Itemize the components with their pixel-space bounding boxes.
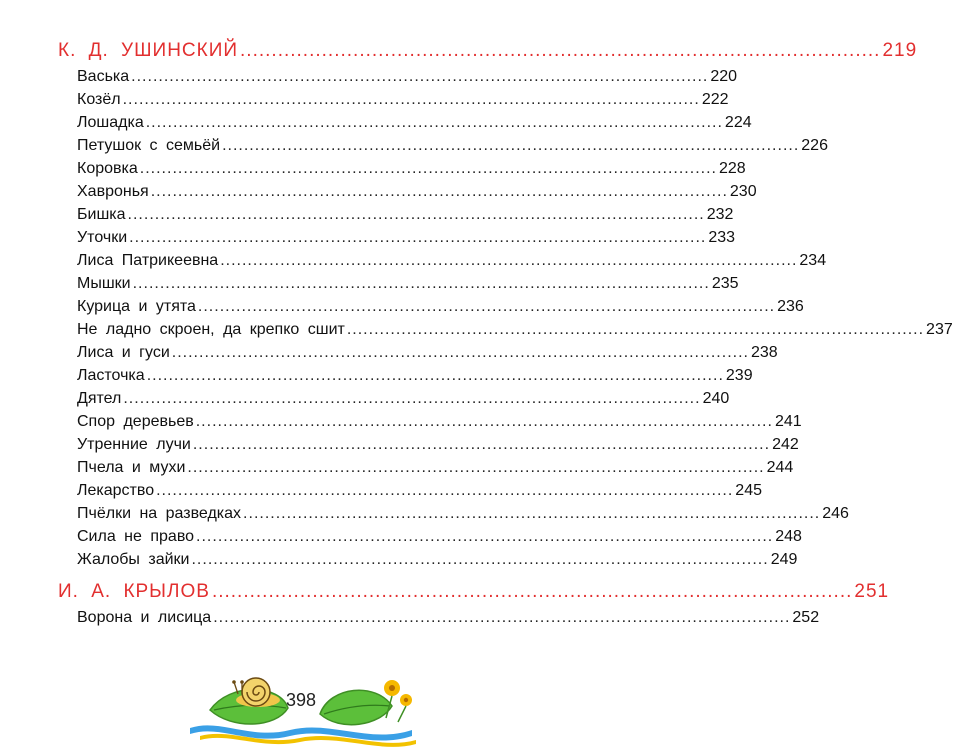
entry-page: 248 (775, 528, 802, 545)
leader-dots: .......................................................................................................... (171, 344, 749, 361)
entry-title: Спор деревьев (77, 413, 194, 430)
toc-entry (77, 229, 736, 247)
leader-dots: .......................................................................................................... (145, 114, 723, 131)
toc-entry (77, 436, 799, 454)
entry-title: Ворона и лисица (77, 609, 212, 626)
leader-dots: .......................................................................................................... (195, 413, 773, 430)
page-number: 398 (286, 690, 317, 710)
entry-title: Хавронья (77, 183, 149, 200)
leader-dots: ...................................................................................................... (211, 581, 853, 602)
entry-page: 224 (724, 114, 752, 131)
toc-entry (77, 528, 802, 546)
toc-entry (77, 206, 734, 224)
entry-page: 220 (710, 68, 738, 85)
entry-page: 240 (702, 390, 730, 407)
author-name: И. А. КРЫЛОВ (58, 581, 210, 602)
entry-title: Лиса и гуси (77, 344, 170, 361)
toc-entry (77, 413, 802, 431)
entry-title: Дятел (77, 390, 122, 407)
entry-title: Уточки (77, 229, 128, 246)
leader-dots: .......................................................................................................... (123, 390, 701, 407)
leader-dots: .......................................................................................................... (146, 367, 724, 384)
entry-title: Лекарство (77, 482, 155, 499)
toc-entry (77, 137, 828, 155)
entry-page: 239 (725, 367, 753, 384)
toc-entry (77, 609, 820, 627)
entry-page: 246 (822, 505, 849, 522)
entry-page: 226 (801, 137, 828, 154)
entry-title: Лиса Патрикеевна (77, 252, 219, 269)
entry-page: 249 (770, 551, 798, 568)
entry-page: 234 (799, 252, 827, 269)
toc-entry (77, 344, 778, 362)
entry-title: Петушок с семьёй (77, 137, 221, 154)
entry-title: Жалобы зайки (77, 551, 190, 568)
toc-author-krylov (58, 581, 890, 603)
toc-entry (77, 68, 738, 86)
entry-page: 238 (750, 344, 778, 361)
entry-title: Курица и утята (77, 298, 196, 315)
entry-title: Васька (77, 68, 130, 85)
entry-page: 222 (701, 91, 729, 108)
entry-title: Бишка (77, 206, 126, 223)
leader-dots: .......................................................................................................... (156, 482, 734, 499)
entry-page: 232 (706, 206, 734, 223)
entry-page: 236 (777, 298, 804, 315)
toc-entry (77, 91, 729, 109)
toc-entry (77, 252, 827, 270)
leader-dots: .......................................................................................................... (222, 137, 800, 154)
leader-dots: .......................................................................................................... (346, 321, 925, 338)
leader-dots: .......................................................................................................... (187, 459, 765, 476)
entry-page: 241 (774, 413, 802, 430)
toc-entry (77, 183, 757, 201)
author-page: 219 (882, 40, 918, 61)
leader-dots: ...................................................................................................... (240, 40, 881, 61)
author-page: 251 (854, 581, 890, 602)
leader-dots: .......................................................................................................... (191, 551, 769, 568)
entry-page: 233 (708, 229, 736, 246)
entry-page: 252 (792, 609, 820, 626)
toc-author-ushinsky (58, 40, 918, 62)
toc-entry (77, 390, 730, 408)
leader-dots: .......................................................................................................... (196, 528, 774, 545)
entry-page: 235 (711, 275, 739, 292)
entry-title: Пчела и мухи (77, 459, 186, 476)
entry-title: Ласточка (77, 367, 145, 384)
entry-title: Коровка (77, 160, 138, 177)
entry-title: Мышки (77, 275, 131, 292)
toc-entry (77, 160, 746, 178)
leader-dots: .......................................................................................................... (220, 252, 798, 269)
entry-page: 230 (729, 183, 757, 200)
leaf-icon (320, 690, 392, 724)
toc-entry (77, 459, 794, 477)
leader-dots: .......................................................................................................... (139, 160, 717, 177)
leader-dots: .......................................................................................................... (129, 229, 707, 246)
toc-entry (77, 482, 762, 500)
toc-entry (77, 551, 798, 569)
entry-page: 228 (718, 160, 746, 177)
toc-entry (77, 505, 849, 523)
leader-dots: .......................................................................................................... (150, 183, 728, 200)
leader-dots: .......................................................................................................... (131, 68, 709, 85)
toc-entry (77, 114, 752, 132)
entry-title: Козёл (77, 91, 121, 108)
entry-page: 245 (735, 482, 762, 499)
entry-title: Лошадка (77, 114, 144, 131)
leader-dots: .......................................................................................................... (197, 298, 776, 315)
entry-page: 237 (926, 321, 953, 338)
toc-entry (77, 367, 753, 385)
leader-dots: .......................................................................................................... (122, 91, 700, 108)
entry-page: 244 (766, 459, 794, 476)
leader-dots: .......................................................................................................... (127, 206, 705, 223)
toc-entry (77, 321, 953, 339)
leader-dots: .......................................................................................................... (243, 505, 821, 522)
entry-title: Утренние лучи (77, 436, 191, 453)
entry-title: Пчёлки на разведках (77, 505, 242, 522)
toc-entry (77, 298, 804, 316)
toc-entry (77, 275, 739, 293)
entry-title: Не ладно скроен, да крепко сшит (77, 321, 345, 338)
leader-dots: .......................................................................................................... (213, 609, 791, 626)
author-name: К. Д. УШИНСКИЙ (58, 40, 239, 61)
entry-page: 242 (772, 436, 799, 453)
leader-dots: .......................................................................................................... (192, 436, 771, 453)
leader-dots: .......................................................................................................... (132, 275, 710, 292)
entry-title: Сила не право (77, 528, 195, 545)
